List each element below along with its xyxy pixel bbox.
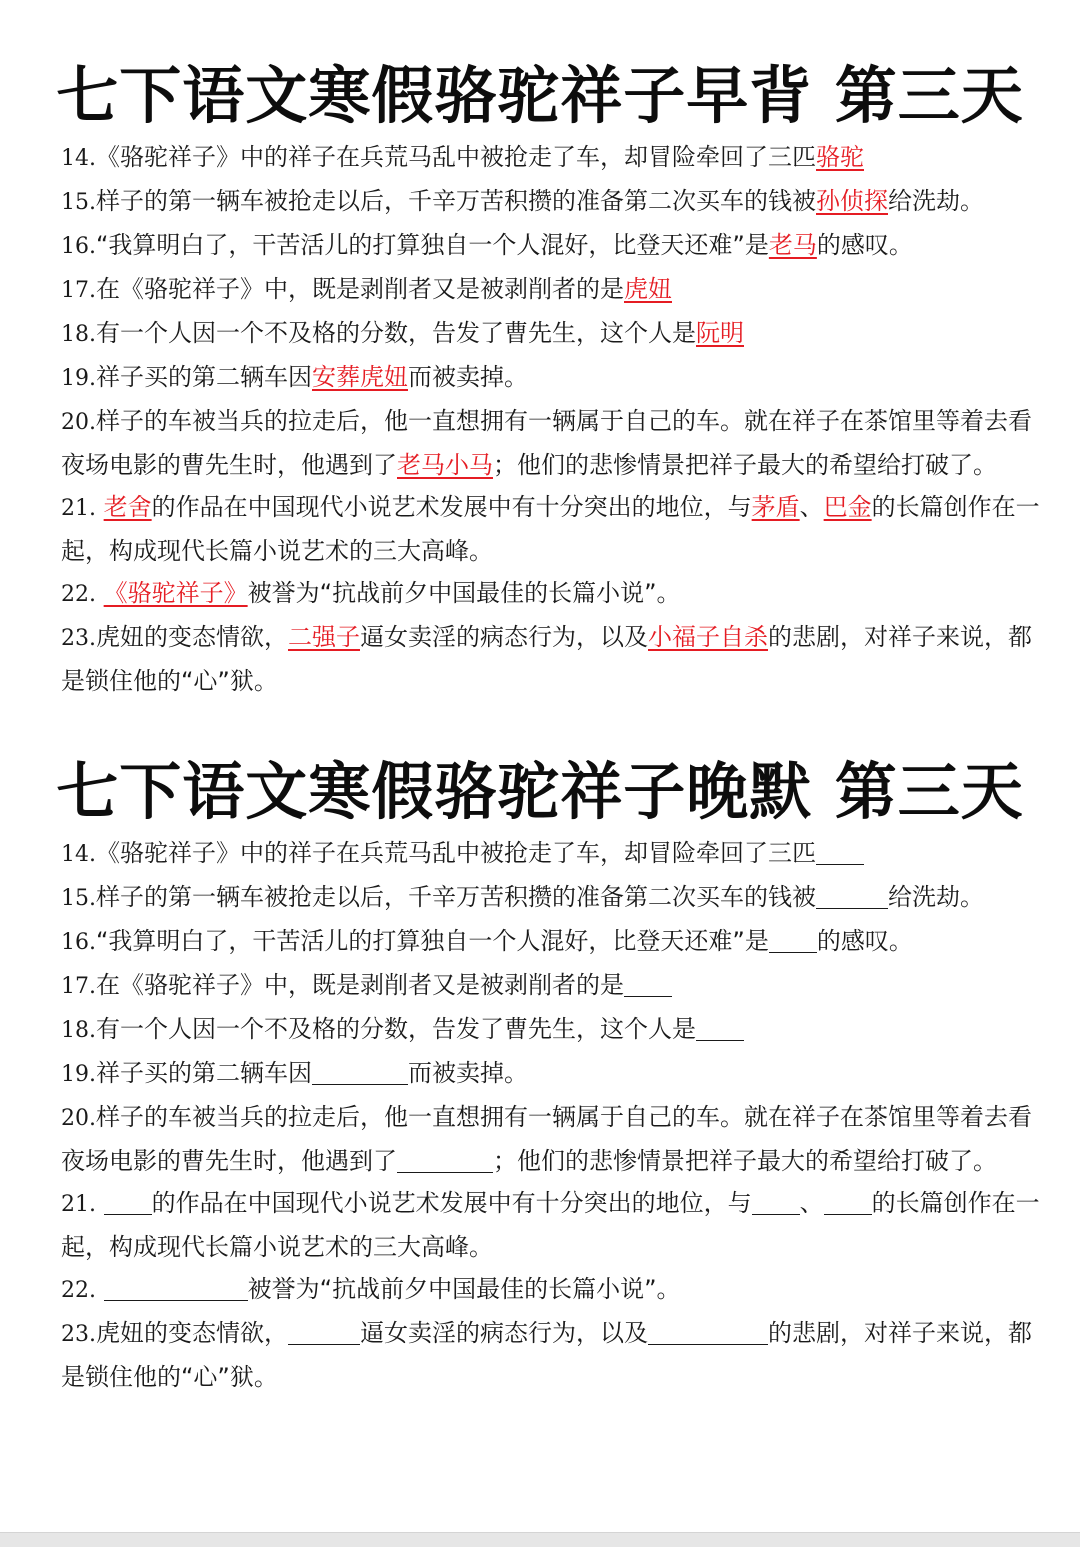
question-text: 《骆驼祥子》中的祥子在兵荒马乱中被抢走了车，却冒险牵回了三匹 — [96, 143, 816, 171]
answer-blank — [816, 838, 864, 865]
answer-text: 二强子 — [288, 623, 360, 651]
question-item — [61, 876, 1051, 920]
question-text: 样子的车被当兵的拉走后，他一直想拥有一辆属于自己的车。就在祥子在茶馆里等着去看夜场电影的曹先生时，他遇到了 — [61, 1103, 1032, 1175]
evening-title: 七下语文寒假骆驼祥子晚默 第三天 — [56, 755, 1024, 828]
question-text: ；他们的悲惨情景把祥子最大的希望给打破了。 — [493, 1147, 997, 1175]
question-number: 16. — [61, 234, 96, 259]
question-text: 而被卖掉。 — [408, 363, 528, 391]
question-item — [61, 1182, 1051, 1268]
answer-blank — [648, 1318, 768, 1345]
question-item — [61, 964, 1051, 1008]
question-number: 23. — [61, 1322, 96, 1347]
question-text: 祥子买的第二辆车因 — [96, 1059, 312, 1087]
question-text: 逼女卖淫的病态行为，以及 — [360, 1319, 648, 1347]
question-item — [61, 1312, 1051, 1398]
question-item — [61, 312, 1051, 356]
answer-blank — [696, 1014, 744, 1041]
question-text: 的作品在中国现代小说艺术发展中有十分突出的地位，与 — [151, 493, 752, 521]
question-text: 的悲剧，对祥子来说，都是锁住他的“心”狱。 — [61, 623, 1032, 695]
question-text: 样子的车被当兵的拉走后，他一直想拥有一辆属于自己的车。就在祥子在茶馆里等着去看夜场电影的曹先生时，他遇到了 — [61, 407, 1032, 479]
answer-blank — [397, 1146, 493, 1173]
question-text: 被誉为“抗战前夕中国最佳的长篇小说”。 — [247, 1275, 681, 1303]
answer-text: 老马小马 — [397, 451, 493, 479]
answer-blank — [312, 1058, 408, 1085]
answer-text: 老舍 — [103, 493, 152, 521]
question-number: 18. — [61, 322, 96, 347]
question-text — [96, 493, 104, 521]
question-item — [61, 224, 1051, 268]
question-text: 虎妞的变态情欲， — [96, 623, 288, 651]
question-item — [61, 616, 1051, 702]
evening-dictation-section — [0, 752, 1080, 1398]
morning-recitation-section — [0, 56, 1080, 702]
answer-text: 虎妞 — [624, 275, 672, 303]
question-item — [61, 832, 1051, 876]
question-number: 23. — [61, 626, 96, 651]
question-text: 逼女卖淫的病态行为，以及 — [360, 623, 648, 651]
question-item — [61, 572, 1051, 616]
question-number: 21. — [61, 496, 96, 521]
question-item — [61, 1008, 1051, 1052]
question-text: 样子的第一辆车被抢走以后，千辛万苦积攒的准备第二次买车的钱被 — [96, 187, 816, 215]
question-text: 的感叹。 — [816, 927, 913, 955]
morning-question-list — [0, 136, 1051, 702]
question-item — [61, 400, 1051, 486]
question-text: ；他们的悲惨情景把祥子最大的希望给打破了。 — [493, 451, 997, 479]
answer-text: 巴金 — [823, 493, 872, 521]
question-number: 14. — [61, 146, 96, 171]
question-text — [96, 1275, 104, 1303]
question-text: 的作品在中国现代小说艺术发展中有十分突出的地位，与 — [151, 1189, 752, 1217]
question-text: 有一个人因一个不及格的分数，告发了曹先生，这个人是 — [96, 1015, 696, 1043]
question-text: 《骆驼祥子》中的祥子在兵荒马乱中被抢走了车，却冒险牵回了三匹 — [96, 839, 816, 867]
question-text: 、 — [799, 1189, 824, 1217]
question-text: 给洗劫。 — [888, 187, 984, 215]
question-text — [96, 579, 104, 607]
question-item — [61, 1096, 1051, 1182]
question-text: 而被卖掉。 — [408, 1059, 528, 1087]
answer-blank — [104, 1188, 152, 1215]
question-number: 17. — [61, 278, 96, 303]
answer-blank — [624, 970, 672, 997]
question-text: 在《骆驼祥子》中，既是剥削者又是被剥削者的是 — [96, 971, 624, 999]
question-item — [61, 486, 1051, 572]
question-number: 15. — [61, 886, 96, 911]
question-number: 17. — [61, 974, 96, 999]
question-text: 样子的第一辆车被抢走以后，千辛万苦积攒的准备第二次买车的钱被 — [96, 883, 816, 911]
page-bottom-bar — [0, 1532, 1080, 1547]
answer-blank — [752, 1188, 800, 1215]
question-number: 21. — [61, 1192, 96, 1217]
question-text: “我算明白了，干苦活儿的打算独自一个人混好，比登天还难”是 — [96, 231, 769, 259]
question-item — [61, 1268, 1051, 1312]
answer-text: 孙侦探 — [816, 187, 888, 215]
question-item — [61, 1052, 1051, 1096]
answer-blank — [824, 1188, 872, 1215]
question-item — [61, 356, 1051, 400]
question-number: 19. — [61, 366, 96, 391]
question-number: 16. — [61, 930, 96, 955]
question-text — [96, 1189, 104, 1217]
answer-text: 安葬虎妞 — [312, 363, 408, 391]
question-text: 在《骆驼祥子》中，既是剥削者又是被剥削者的是 — [96, 275, 624, 303]
answer-text: 老马 — [768, 231, 817, 259]
question-number: 22. — [61, 1278, 96, 1303]
question-number: 15. — [61, 190, 96, 215]
question-text: 被誉为“抗战前夕中国最佳的长篇小说”。 — [247, 579, 681, 607]
evening-question-list — [0, 832, 1051, 1398]
question-item — [61, 180, 1051, 224]
answer-text: 《骆驼祥子》 — [103, 579, 248, 607]
question-text: 给洗劫。 — [888, 883, 984, 911]
answer-blank — [104, 1274, 248, 1301]
question-number: 18. — [61, 1018, 96, 1043]
morning-title: 七下语文寒假骆驼祥子早背 第三天 — [56, 59, 1024, 132]
question-text: 的感叹。 — [816, 231, 913, 259]
answer-blank — [288, 1318, 360, 1345]
question-text: 祥子买的第二辆车因 — [96, 363, 312, 391]
question-item — [61, 136, 1051, 180]
question-text: 虎妞的变态情欲， — [96, 1319, 288, 1347]
question-item — [61, 268, 1051, 312]
answer-text: 茅盾 — [751, 493, 800, 521]
question-text: 、 — [799, 493, 824, 521]
question-text: “我算明白了，干苦活儿的打算独自一个人混好，比登天还难”是 — [96, 927, 769, 955]
answer-text: 骆驼 — [816, 143, 864, 171]
question-number: 19. — [61, 1062, 96, 1087]
question-text: 的长篇创作在一起，构成现代长篇小说艺术的三大高峰。 — [61, 1189, 1040, 1261]
answer-text: 小福子自杀 — [648, 623, 768, 651]
question-item — [61, 920, 1051, 964]
answer-text: 阮明 — [696, 319, 744, 347]
question-text: 的长篇创作在一起，构成现代长篇小说艺术的三大高峰。 — [61, 493, 1040, 565]
answer-blank — [816, 882, 888, 909]
question-number: 22. — [61, 582, 96, 607]
answer-blank — [769, 926, 817, 953]
question-text: 的悲剧，对祥子来说，都是锁住他的“心”狱。 — [61, 1319, 1032, 1391]
question-number: 14. — [61, 842, 96, 867]
question-number: 20. — [61, 410, 96, 435]
question-number: 20. — [61, 1106, 96, 1131]
question-text: 有一个人因一个不及格的分数，告发了曹先生，这个人是 — [96, 319, 696, 347]
